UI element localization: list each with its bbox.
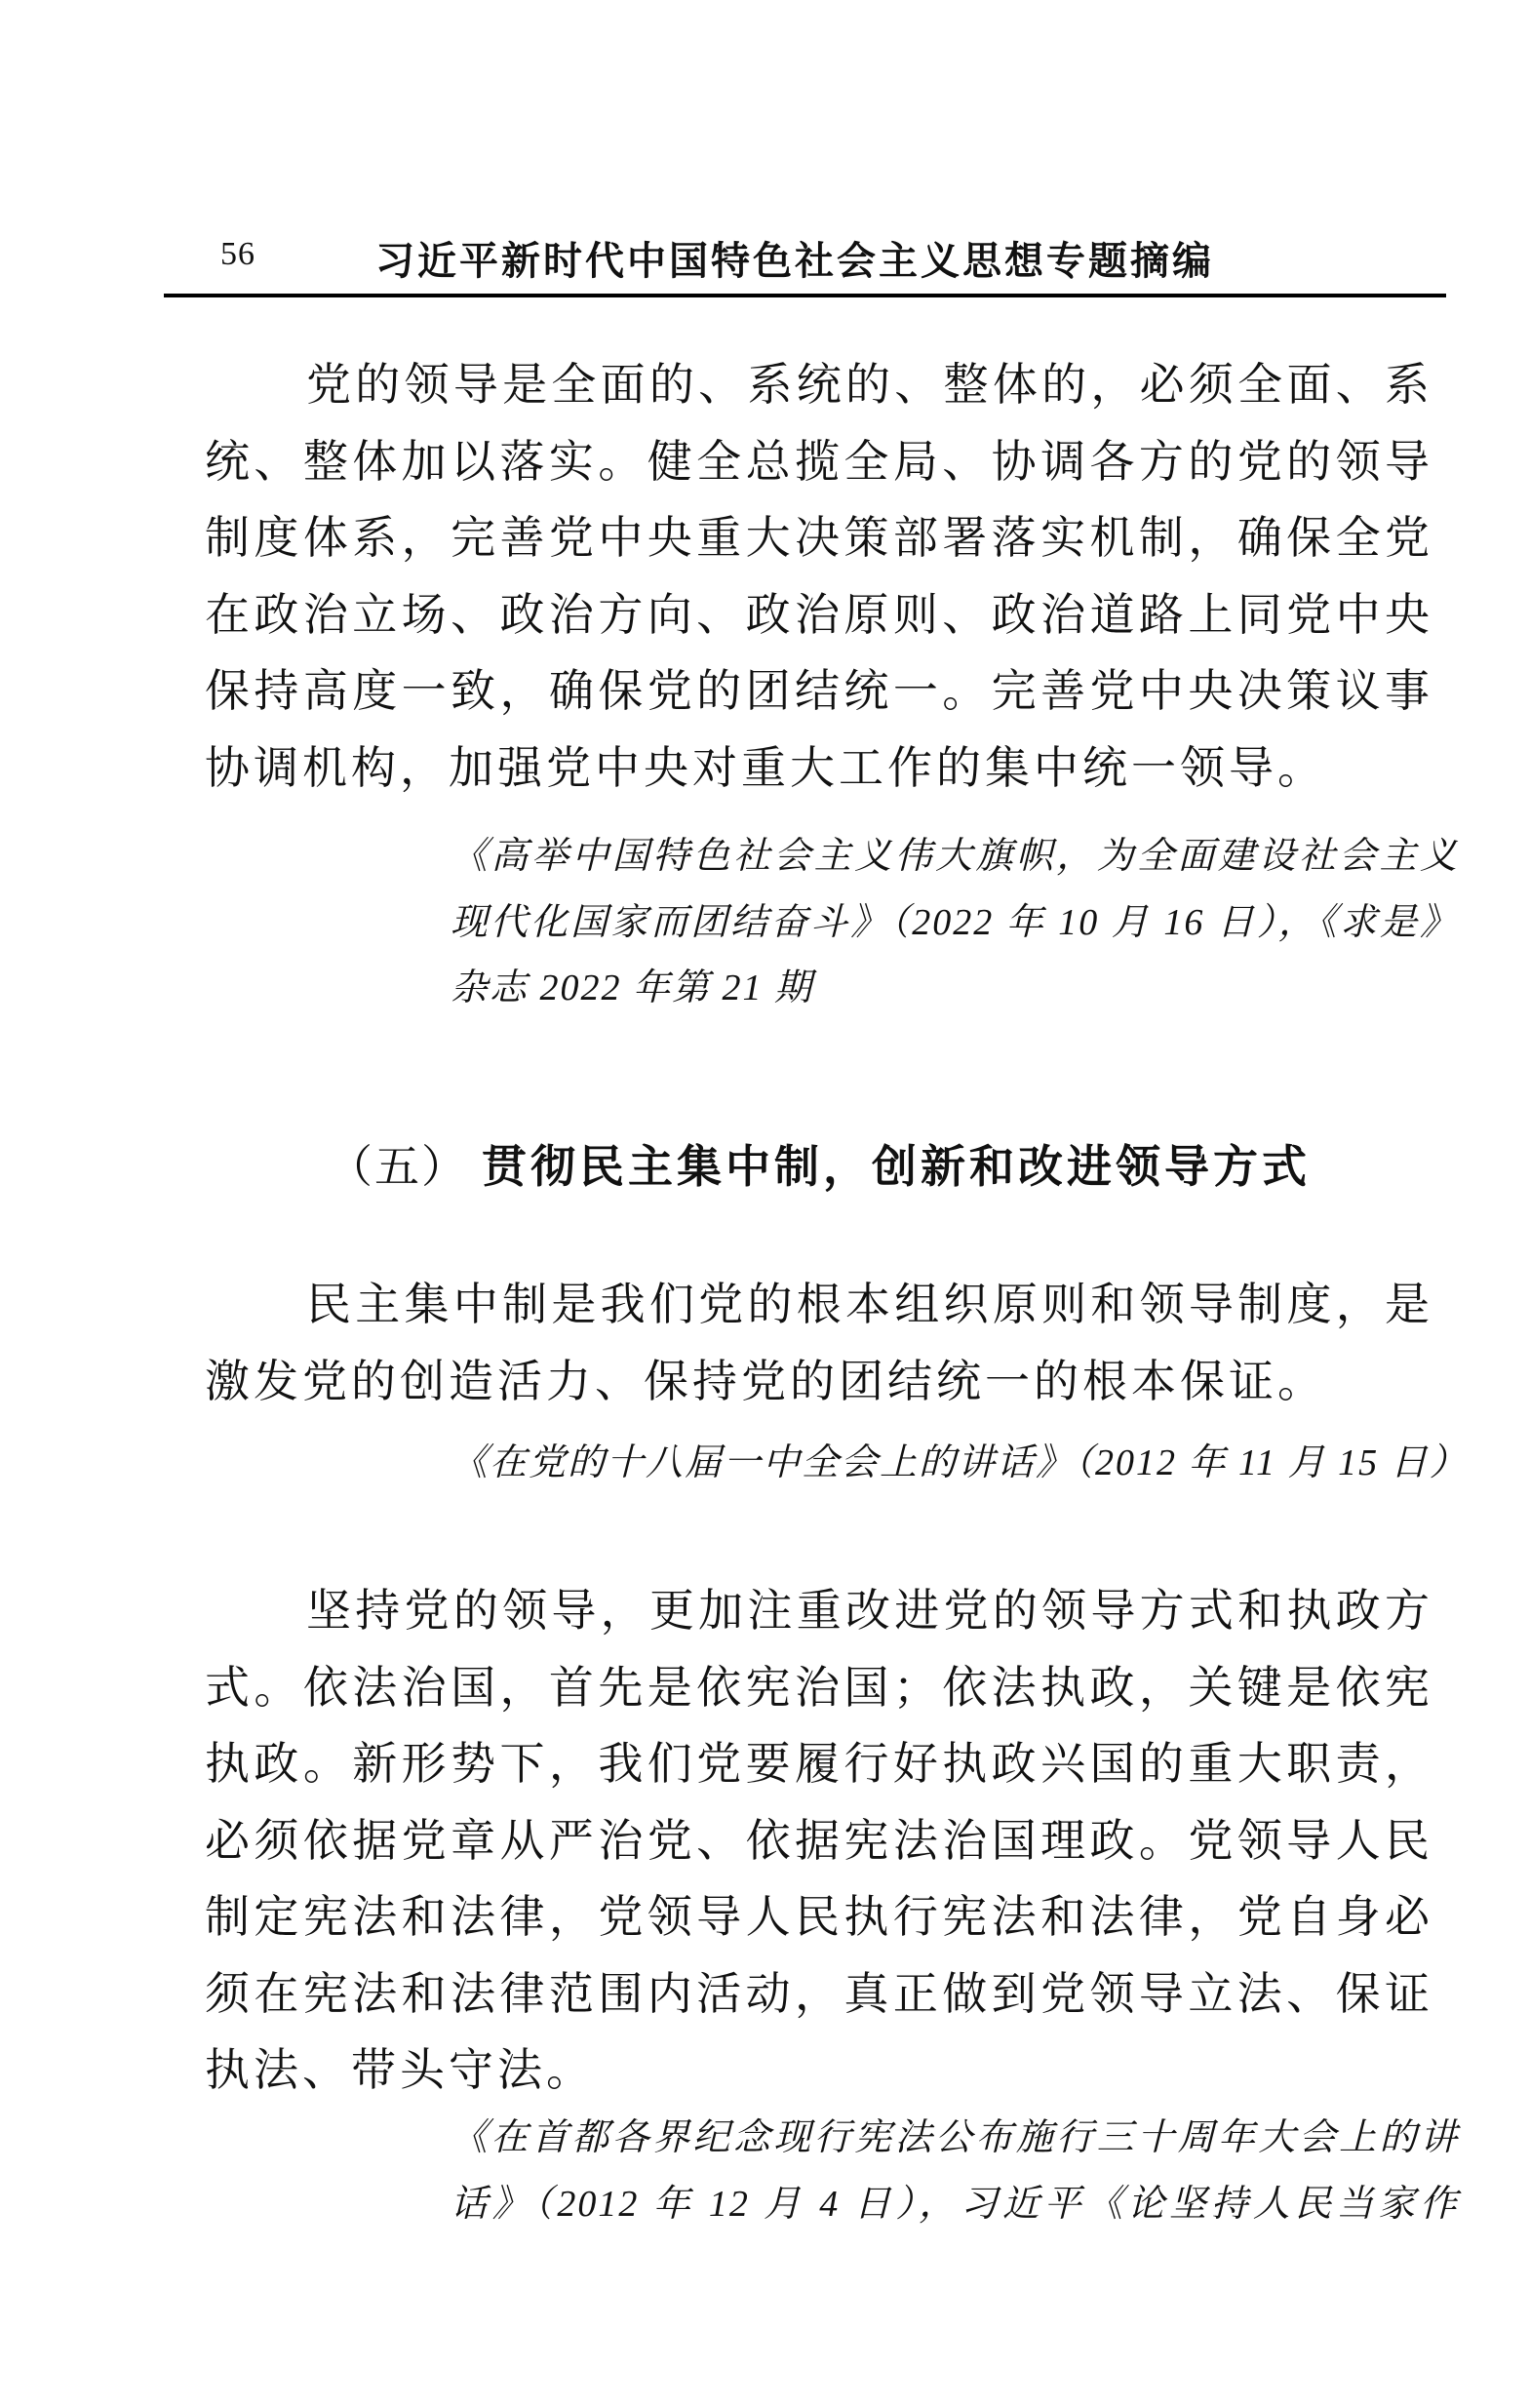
paragraph-3 xyxy=(205,1573,1433,2110)
paragraph-line: 党的领导是全面的、系统的、整体的，必须全面、系 xyxy=(306,360,1433,410)
page-number: 56 xyxy=(220,236,255,272)
paragraph-line: 须在宪法和法律范围内活动，真正做到党领导立法、保证 xyxy=(205,1968,1433,2019)
citation-1 xyxy=(451,824,1459,1022)
citation-line: 《高举中国特色社会主义伟大旗帜，为全面建设社会主义 xyxy=(451,836,1459,877)
paragraph-line: 坚持党的领导，更加注重改进党的领导方式和执政方 xyxy=(306,1586,1433,1636)
paragraph-line: 式。依法治国，首先是依宪治国；依法执政，关键是依宪 xyxy=(205,1662,1433,1713)
paragraph-line: 制定宪法和法律，党领导人民执行宪法和法律，党自身必 xyxy=(205,1892,1433,1942)
section-title: 贯彻民主集中制，创新和改进领导方式 xyxy=(482,1141,1311,1192)
citation-2 xyxy=(451,1431,1469,1497)
paragraph-line: 必须依据党章从严治党、依据宪法治国理政。党领导人民 xyxy=(205,1815,1433,1866)
citation-3 xyxy=(451,2106,1459,2237)
paragraph-line: 保持高度一致，确保党的团结统一。完善党中央决策议事 xyxy=(205,666,1433,716)
paragraph-line: 执政。新形势下，我们党要履行好执政兴国的重大职责， xyxy=(205,1739,1433,1789)
paragraph-2 xyxy=(205,1267,1433,1420)
paragraph-line: 在政治立场、政治方向、政治原则、政治道路上同党中央 xyxy=(205,589,1433,640)
citation-line: 《在首都各界纪念现行宪法公布施行三十周年大会上的讲 xyxy=(451,2117,1459,2158)
running-title: 习近平新时代中国特色社会主义思想专题摘编 xyxy=(375,239,1214,283)
section-number: （五） xyxy=(328,1142,468,1192)
citation-line: 现代化国家而团结奋斗》（2022 年 10 月 16 日），《求是》 xyxy=(451,901,1459,943)
header-rule xyxy=(164,294,1446,297)
paragraph-line: 执法、带头守法。 xyxy=(205,2045,595,2095)
paragraph-line: 制度体系，完善党中央重大决策部署落实机制，确保全党 xyxy=(205,513,1433,563)
paragraph-line: 统、整体加以落实。健全总揽全局、协调各方的党的领导 xyxy=(205,436,1433,487)
section-heading xyxy=(205,1131,1433,1196)
paragraph-1 xyxy=(205,347,1433,807)
paragraph-line: 民主集中制是我们党的根本组织原则和领导制度，是 xyxy=(306,1280,1433,1329)
citation-line: 话》（2012 年 12 月 4 日），习近平《论坚持人民当家作 xyxy=(451,2183,1459,2225)
citation-line: 《在党的十八届一中全会上的讲话》（2012 年 11 月 15 日） xyxy=(451,1442,1469,1483)
citation-line: 杂志 2022 年第 21 期 xyxy=(451,967,814,1008)
paragraph-line: 激发党的创造活力、保持党的团结统一的根本保证。 xyxy=(205,1356,1326,1406)
paragraph-line: 协调机构，加强党中央对重大工作的集中统一领导。 xyxy=(205,742,1326,793)
